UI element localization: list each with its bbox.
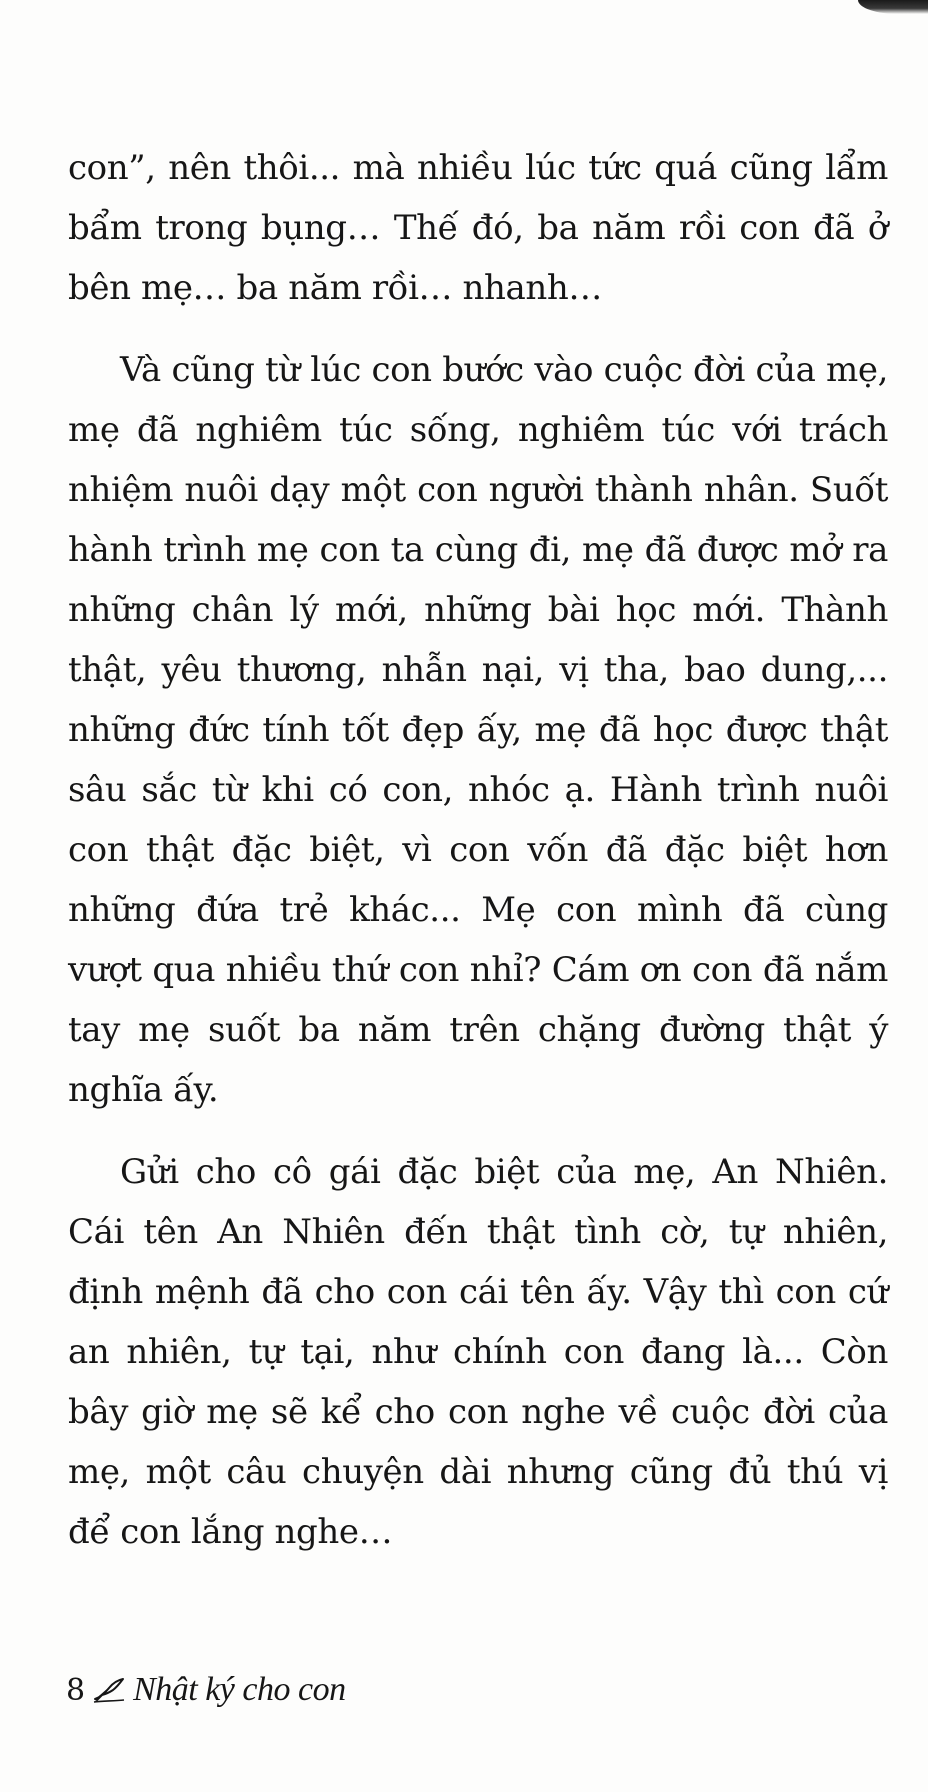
paragraph-dedication: Gửi cho cô gái đặc biệt của mẹ, An Nhiên. Cái tên An Nhiên đến thật tình cờ, tự nhiên, định mệnh đã cho con cái tên ấy. Vậy thì con cứ an nhiên, tự tại, như chính con đang là... Còn bây giờ mẹ sẽ kể cho con nghe về cuộc đời của mẹ, một câu chuyện dài nhưng cũng đủ thú vị để con lắng nghe… — [68, 1152, 888, 1552]
body-text — [68, 138, 888, 1562]
paragraph-continued: con”, nên thôi... mà nhiều lúc tức quá cũng lẩm bẩm trong bụng… Thế đó, ba năm rồi con đã ở bên mẹ… ba năm rồi… nhanh… — [68, 148, 888, 308]
book-title: Nhật ký cho con — [133, 1671, 346, 1708]
page-corner-shadow — [858, 0, 928, 14]
page-number: 8 — [66, 1672, 86, 1708]
page-footer — [66, 1660, 346, 1720]
paragraph-journey: Và cũng từ lúc con bước vào cuộc đời của mẹ, mẹ đã nghiêm túc sống, nghiêm túc với trách nhiệm nuôi dạy một con người thành nhân. Suốt hành trình mẹ con ta cùng đi, mẹ đã được mở ra những chân lý mới, những bài học mới. Thành thật, yêu thương, nhẫn nại, vị tha, bao dung,... những đức tính tốt đẹp ấy, mẹ đã học được thật sâu sắc từ khi có con, nhóc ạ. Hành trình nuôi con thật đặc biệt, vì con vốn đã đặc biệt hơn những đứa trẻ khác... Mẹ con mình đã cùng vượt qua nhiều thứ con nhỉ? Cám ơn con đã nắm tay mẹ suốt ba năm trên chặng đường thật ý nghĩa ấy. — [68, 350, 888, 1110]
quill-pen-icon — [93, 1677, 125, 1703]
